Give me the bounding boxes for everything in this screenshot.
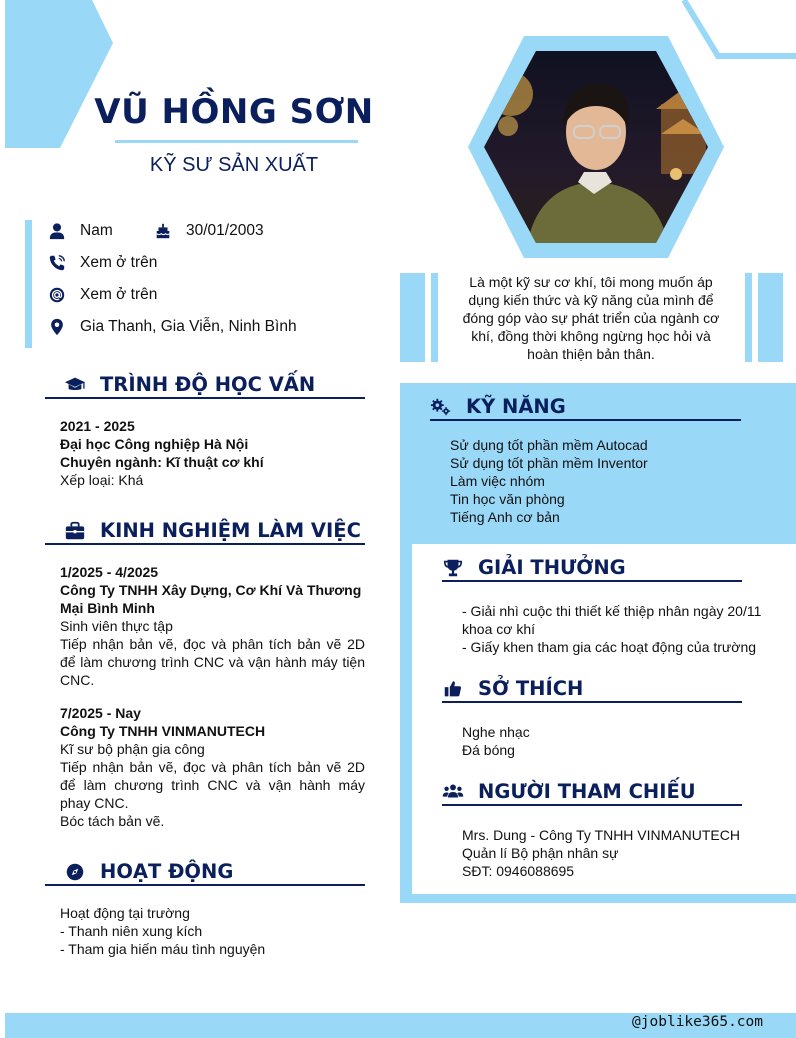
- activities-heading: HOẠT ĐỘNG: [64, 860, 233, 883]
- activities-divider: [45, 884, 365, 886]
- address-row: [48, 316, 297, 338]
- gender-row: [48, 220, 113, 242]
- hobbies-heading: SỞ THÍCH: [442, 677, 583, 700]
- phone-value: Xem ở trên: [80, 254, 158, 271]
- objective-bar-right-1: [745, 273, 752, 362]
- education-major: Chuyên ngành: Kĩ thuật cơ khí: [60, 454, 264, 470]
- email-value: Xem ở trên: [80, 286, 158, 303]
- references-divider: [442, 804, 742, 806]
- awards-list: - Giải nhì cuộc thi thiết kế thiệp nhân ngày 20/11 khoa cơ khí - Giấy khen tham gia các hoạt động của trường: [462, 603, 762, 655]
- education-period: 2021 - 2025: [60, 418, 135, 434]
- skills-heading: KỸ NĂNG: [430, 395, 566, 418]
- job-company: Công Ty TNHH Xây Dựng, Cơ Khí Và Thương Mại Bình Minh: [60, 582, 362, 616]
- job-role: Sinh viên thực tập: [60, 618, 173, 634]
- address-value: Gia Thanh, Gia Viễn, Ninh Bình: [80, 318, 297, 335]
- experience-job-2: [60, 704, 365, 830]
- footer-watermark: @joblike365.com: [632, 1014, 763, 1030]
- job-period: 7/2025 - Nay: [60, 705, 141, 721]
- hobbies-list: Nghe nhạc Đá bóng: [462, 724, 530, 758]
- trophy-icon: [442, 557, 464, 579]
- experience-divider: [45, 543, 365, 545]
- references-heading: NGƯỜI THAM CHIẾU: [442, 780, 696, 803]
- birthday-value: 30/01/2003: [186, 222, 264, 239]
- objective-bar-left-2: [431, 273, 438, 362]
- job-extra: Bóc tách bản vẽ.: [60, 813, 165, 829]
- activities-list: Hoạt động tại trường - Thanh niên xung kích - Tham gia hiến máu tình nguyện: [60, 905, 266, 957]
- candidate-name: VŨ HỒNG SƠN: [94, 92, 374, 132]
- name-underline: [115, 140, 358, 143]
- career-objective: Là một kỹ sư cơ khí, tôi mong muốn áp dụng kiến thức và kỹ năng của mình để đóng góp vào sự phát triển của ngành cơ khí, đồng thời không ngừng học hỏi và hoàn thiện bản thân.: [462, 274, 720, 362]
- objective-bar-right-2: [758, 273, 783, 362]
- education-entry: [60, 417, 365, 489]
- job-period: 1/2025 - 4/2025: [60, 564, 159, 580]
- birthday-row: [154, 220, 264, 242]
- location-pin-icon: [48, 318, 66, 336]
- references-list: Mrs. Dung - Công Ty TNHH VINMANUTECH Quản lí Bộ phận nhân sự SĐT: 0946088695: [462, 827, 740, 879]
- job-title: KỸ SƯ SẢN XUẤT: [149, 154, 319, 176]
- briefcase-icon: [64, 520, 86, 542]
- job-role: Kĩ sư bộ phận gia công: [60, 741, 205, 757]
- skills-divider: [430, 419, 741, 421]
- awards-divider: [442, 580, 742, 582]
- experience-job-1: [60, 563, 365, 689]
- job-company: Công Ty TNHH VINMANUTECH: [60, 723, 266, 739]
- education-divider: [45, 397, 365, 399]
- hobbies-divider: [442, 701, 742, 703]
- education-school: Đại học Công nghiệp Hà Nội: [60, 436, 249, 452]
- people-group-icon: [442, 781, 464, 803]
- objective-bar-left-1: [400, 273, 425, 362]
- education-heading: TRÌNH ĐỘ HỌC VẤN: [64, 373, 315, 396]
- graduation-cap-icon: [64, 374, 86, 396]
- email-row: [48, 284, 157, 306]
- birthday-cake-icon: [154, 222, 172, 240]
- skills-list: Sử dụng tốt phần mềm Autocad Sử dụng tốt phần mềm Inventor Làm việc nhóm Tin học văn phòng Tiếng Anh cơ bản: [450, 437, 648, 525]
- gears-icon: [430, 396, 452, 418]
- compass-icon: [64, 861, 86, 883]
- job-description: Tiếp nhận bản vẽ, đọc và phân tích bản vẽ 2D để làm chương trình CNC và vận hành máy phay CNC.: [60, 759, 365, 811]
- info-accent-bar: [25, 220, 32, 348]
- profile-photo: [466, 34, 726, 260]
- phone-row: [48, 252, 157, 274]
- thumbs-up-icon: [442, 678, 464, 700]
- experience-heading: KINH NGHIỆM LÀM VIỆC: [64, 519, 361, 542]
- user-icon: [48, 222, 66, 240]
- gender-value: Nam: [80, 222, 113, 239]
- job-description: Tiếp nhận bản vẽ, đọc và phân tích bản vẽ 2D để làm chương trình CNC và vận hành máy tiện CNC.: [60, 636, 365, 688]
- phone-icon: [48, 254, 66, 272]
- email-at-icon: [48, 286, 66, 304]
- education-grade: Xếp loại: Khá: [60, 472, 144, 488]
- awards-heading: GIẢI THƯỞNG: [442, 556, 626, 579]
